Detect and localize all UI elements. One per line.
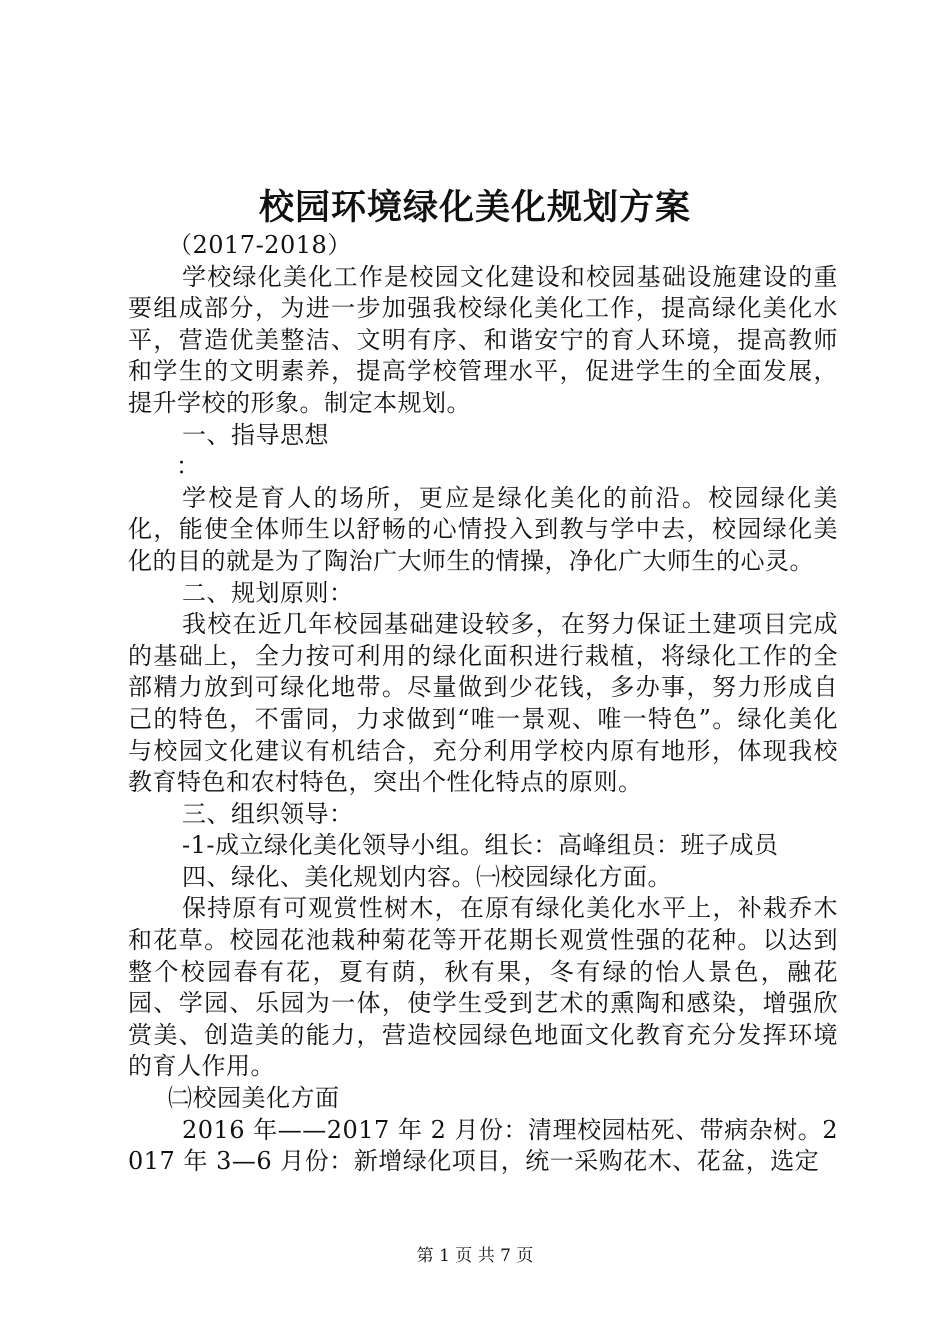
paragraph: （2017-2018）: [168, 231, 352, 259]
page-footer: 第 1 页 共 7 页: [416, 1246, 534, 1266]
paragraph: 保持原有可观赏性树木，在原有绿化美化水平上，补栽乔木和花草。校园花池栽种菊花等开花期长观赏性强的花种。以达到整个校园春有花，夏有荫，秋有果，冬有绿的怡人景色，融花园、学园、乐园为一体，使学生受到艺术的熏陶和感染，增强欣赏美、创造美的能力，营造校园绿色地面文化教育充分发挥环境的育人作用。: [128, 894, 838, 1081]
paragraph: 2016 年——2017 年 2 月份：清理校园枯死、带病杂树。2017 年 3—6 月份：新增绿化项目，统一采购花木、花盆，选定: [128, 1115, 838, 1176]
paragraph: 学校绿化美化工作是校园文化建设和校园基础设施建设的重要组成部分，为进一步加强我校绿化美化工作，提高绿化美化水平，营造优美整洁、文明有序、和谐安宁的育人环境，提高教师和学生的文明素养，提高学校管理水平，促进学生的全面发展，提升学校的形象。制定本规划。: [128, 262, 838, 417]
document-title: 校园环境绿化美化规划方案: [258, 187, 691, 228]
paragraph: ㈡校园美化方面: [168, 1084, 340, 1113]
document-body: [128, 230, 838, 1178]
paragraph: 三、组织领导：: [182, 799, 354, 828]
paragraph: 我校在近几年校园基础建设较多，在努力保证土建项目完成的基础上，全力按可利用的绿化面积进行栽植，将绿化工作的全部精力放到可绿化地带。尽量做到少花钱，多办事，努力形成自己的特色，不雷同，力求做到“唯一景观、唯一特色”。绿化美化与校园文化建议有机结合，充分利用学校内原有地形，体现我校教育特色和农村特色，突出个性化特点的原则。: [128, 610, 838, 797]
paragraph: 二、规划原则：: [182, 578, 354, 607]
paragraph: -1-成立绿化美化领导小组。组长：高峰组员：班子成员: [182, 831, 779, 860]
paragraph: 四、绿化、美化规划内容。㈠校园绿化方面。: [182, 862, 672, 891]
paragraph: 一、指导思想: [182, 420, 329, 449]
paragraph: 学校是育人的场所，更应是绿化美化的前沿。校园绿化美化，能使全体师生以舒畅的心情投入到教与学中去，校园绿化美化的目的就是为了陶治广大师生的情操，净化广大师生的心灵。: [128, 483, 838, 575]
paragraph: ：: [176, 452, 201, 481]
